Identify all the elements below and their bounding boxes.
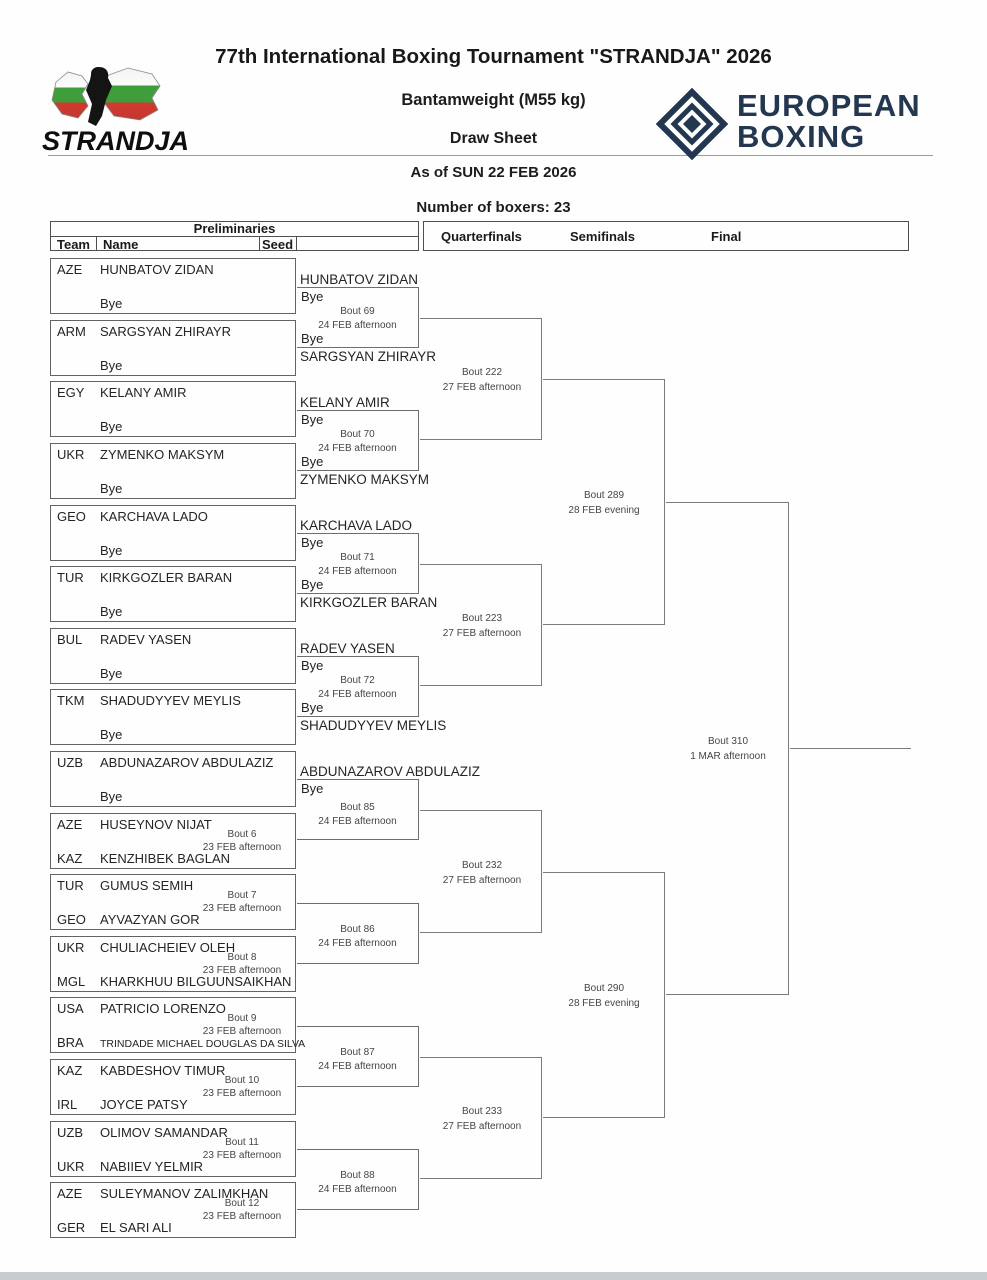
bout-number: Bout 310 [707,736,749,747]
bout-info [297,305,418,333]
bye-label: Bye [301,289,324,304]
rounds-header-table [423,221,909,251]
bout-schedule: 23 FEB afternoon [202,1150,282,1161]
bout-schedule: 23 FEB afternoon [202,1211,282,1222]
boxer-name: KELANY AMIR [100,385,187,400]
bout-schedule: 1 MAR afternoon [690,751,766,762]
r16-match-box [297,272,437,364]
r16-match-box [297,395,430,487]
boxer-name: EL SARI ALI [100,1220,172,1235]
bout-number: Bout 69 [340,306,375,317]
bout-number: Bout 6 [227,829,257,840]
prelim-match-box [50,751,296,807]
bout-schedule: 24 FEB afternoon [318,1184,397,1195]
advancing-boxer-name: HUNBATOV ZIDAN [300,272,419,287]
page-title: 77th International Boxing Tournament "STRANDJA" 2026 [215,45,772,68]
bout-info [191,1136,293,1162]
boxer-name: KHARKHUU BILGUUNSAIKHAN [100,974,292,989]
bout-number: Bout 72 [340,675,375,686]
as-of-date: As of SUN 22 FEB 2026 [410,164,577,181]
team-code: GEO [57,509,86,524]
boxer-name: ABDUNAZAROV ABDULAZIZ [100,755,274,770]
boxer-name: RADEV YASEN [100,632,192,647]
european-boxing-line1: EUROPEAN [737,88,921,123]
team-code: IRL [57,1097,78,1112]
bye-label: Bye [301,535,324,550]
bout-schedule: 24 FEB afternoon [318,1061,397,1072]
bout-schedule: 27 FEB afternoon [442,1121,522,1132]
team-code: EGY [57,385,85,400]
prelim-match-box [50,874,296,930]
boxer-count: Number of boxers: 23 [416,199,571,216]
bye-label: Bye [301,781,324,796]
boxer-name: SULEYMANOV ZALIMKHAN [100,1186,269,1201]
weight-class: Bantamweight (M55 kg) [401,91,586,109]
team-code: TKM [57,693,85,708]
r16-match-box [297,903,419,964]
boxer-name: SARGSYAN ZHIRAYR [100,324,231,339]
advancing-boxer-name: SARGSYAN ZHIRAYR [300,349,437,364]
semifinal-bout-info [552,981,656,1011]
team-code: BUL [57,632,83,647]
team-code: UZB [57,1125,83,1140]
bout-number: Bout 86 [340,924,375,935]
bye-label: Bye [100,296,123,311]
team-code: BRA [57,1035,84,1050]
bout-schedule: 24 FEB afternoon [318,443,397,454]
prelim-match-box [50,443,296,499]
prelim-match-box [50,1121,296,1177]
column-header-team: Team [57,237,90,252]
boxer-name: KABDESHOV TIMUR [100,1063,226,1078]
bye-label: Bye [100,543,123,558]
strandja-bulgaria-map-icon [48,66,196,128]
boxer-name: HUSEYNOV NIJAT [100,817,212,832]
boxer-name: KIRKGOZLER BARAN [100,570,233,585]
bout-info [297,428,418,456]
prelim-match-box [50,1059,296,1115]
bye-label: Bye [301,454,324,469]
semifinal-bout-info [552,488,656,518]
prelim-match-box [50,997,306,1053]
team-code: USA [57,1001,84,1016]
bout-schedule: 23 FEB afternoon [202,965,282,976]
column-header-quarterfinals: Quarterfinals [441,229,522,244]
boxer-name: JOYCE PATSY [100,1097,188,1112]
bout-schedule: 23 FEB afternoon [202,903,282,914]
column-header-name: Name [103,237,139,252]
team-code: UZB [57,755,83,770]
column-header-seed: Seed [261,237,294,252]
european-boxing-line2: BOXING [737,119,866,154]
team-code: AZE [57,262,83,277]
bout-info [297,1169,418,1197]
prelim-match-box [50,381,296,437]
bout-info [297,1046,418,1074]
bye-label: Bye [301,331,324,346]
advancing-boxer-name: RADEV YASEN [300,641,395,656]
r16-match-box [297,1149,419,1210]
advancing-boxer-name: KARCHAVA LADO [300,518,413,533]
r16-match-box [297,1026,419,1087]
boxer-name: OLIMOV SAMANDAR [100,1125,228,1140]
advancing-boxer-name: SHADUDYYEV MEYLIS [300,718,447,733]
bout-info [297,923,418,951]
column-header-final: Final [711,229,742,244]
column-header-preliminaries: Preliminaries [51,222,418,237]
team-code: GEO [57,912,86,927]
boxer-name: KENZHIBEK BAGLAN [100,851,231,866]
bye-label: Bye [301,658,324,673]
quarterfinal-bout-info [430,611,534,641]
bout-number: Bout 12 [224,1198,260,1209]
bout-schedule: 24 FEB afternoon [318,320,397,331]
column-header-semifinals: Semifinals [570,229,636,244]
bye-label: Bye [100,419,123,434]
bout-number: Bout 11 [225,1137,259,1148]
bout-number: Bout 88 [340,1170,375,1181]
sheet-type: Draw Sheet [449,130,538,147]
boxer-name: GUMUS SEMIH [100,878,194,893]
quarterfinal-bout-info [430,365,534,395]
bout-info [297,551,418,579]
team-code: UKR [57,940,85,955]
boxer-name: KARCHAVA LADO [100,509,208,524]
bout-number: Bout 87 [340,1047,375,1058]
quarterfinal-bout-info [430,858,534,888]
team-code: TUR [57,570,84,585]
bout-schedule: 24 FEB afternoon [318,566,397,577]
prelim-match-box [50,689,296,745]
bout-schedule: 24 FEB afternoon [318,816,397,827]
european-boxing-diamond-icon [656,88,728,160]
bout-number: Bout 289 [583,490,625,501]
bout-schedule: 23 FEB afternoon [202,842,282,853]
champion-line [790,748,911,749]
prelim-match-box [50,566,296,622]
advancing-boxer-name: KELANY AMIR [300,395,390,410]
r16-match-box [297,764,481,840]
bout-number: Bout 85 [340,802,375,813]
bout-schedule: 23 FEB afternoon [202,1026,282,1037]
team-code: AZE [57,817,83,832]
prelim-match-box [50,936,296,992]
bout-info [191,1012,293,1038]
bout-schedule: 27 FEB afternoon [442,628,522,639]
bye-label: Bye [100,789,123,804]
team-code: KAZ [57,1063,83,1078]
bout-number: Bout 70 [340,429,375,440]
r16-match-box [297,641,447,733]
boxer-name: NABIIEV YELMIR [100,1159,204,1174]
bout-schedule: 28 FEB evening [568,505,640,516]
prelim-match-box [50,1182,296,1238]
advancing-boxer-name: ABDUNAZAROV ABDULAZIZ [300,764,481,779]
bout-info [191,889,293,915]
bout-number: Bout 233 [461,1106,503,1117]
team-code: KAZ [57,851,83,866]
bout-schedule: 27 FEB afternoon [442,875,522,886]
bout-number: Bout 9 [227,1013,257,1024]
boxer-name: HUNBATOV ZIDAN [100,262,214,277]
boxer-name: TRINDADE MICHAEL DOUGLAS DA SILVA [100,1038,306,1050]
bout-number: Bout 232 [461,860,503,871]
bout-schedule: 24 FEB afternoon [318,689,397,700]
bout-schedule: 24 FEB afternoon [318,938,397,949]
bye-label: Bye [100,666,123,681]
bout-info [297,801,418,829]
bout-info [297,674,418,702]
boxer-name: SHADUDYYEV MEYLIS [100,693,241,708]
bye-label: Bye [301,577,324,592]
team-code: AZE [57,1186,83,1201]
bout-schedule: 23 FEB afternoon [202,1088,282,1099]
bye-label: Bye [100,481,123,496]
bout-schedule: 28 FEB evening [568,998,640,1009]
bout-number: Bout 222 [461,367,503,378]
bye-label: Bye [100,727,123,742]
prelim-header-table [50,221,419,251]
team-code: MGL [57,974,86,989]
team-code: ARM [57,324,86,339]
bout-info [191,1197,293,1223]
team-code: UKR [57,447,85,462]
bye-label: Bye [301,700,324,715]
final-bout-info [676,734,780,764]
european-boxing-logo-text [737,90,921,152]
prelim-match-box [50,320,296,376]
boxer-name: PATRICIO LORENZO [100,1001,226,1016]
bout-number: Bout 223 [461,613,503,624]
bout-number: Bout 7 [227,890,257,901]
r16-match-box [297,518,438,610]
quarterfinal-bout-info [430,1104,534,1134]
bye-label: Bye [100,604,123,619]
boxer-name: ZYMENKO MAKSYM [100,447,225,462]
prelim-match-box [50,813,296,869]
prelim-match-box [50,258,296,314]
bout-number: Bout 8 [227,952,257,963]
bye-label: Bye [301,412,324,427]
advancing-boxer-name: ZYMENKO MAKSYM [300,472,430,487]
team-code: TUR [57,878,84,893]
bout-number: Bout 71 [340,552,375,563]
boxer-name: CHULIACHEIEV OLEH [100,940,236,955]
team-code: UKR [57,1159,85,1174]
prelim-match-box [50,505,296,561]
strandja-logo-text: STRANDJA [42,126,190,156]
bout-schedule: 27 FEB afternoon [442,382,522,393]
prelim-match-box [50,628,296,684]
team-code: GER [57,1220,86,1235]
boxer-name: AYVAZYAN GOR [100,912,200,927]
bye-label: Bye [100,358,123,373]
bout-number: Bout 290 [583,983,625,994]
advancing-boxer-name: KIRKGOZLER BARAN [300,595,438,610]
bout-number: Bout 10 [224,1075,260,1086]
page-bottom-edge [0,1272,987,1280]
bout-info [191,1074,293,1100]
